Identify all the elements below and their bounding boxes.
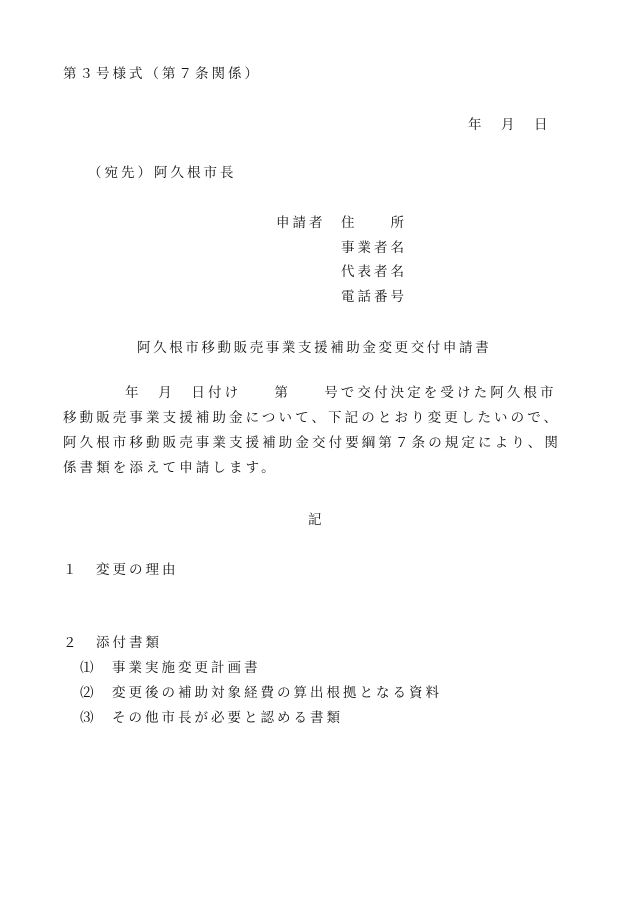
- addressee: （宛先）阿久根市長: [88, 165, 237, 181]
- attachment-number: ⑴: [80, 660, 94, 676]
- body-text: 年 月 日付け 第 号で交付決定を受けた阿久根市移動販売事業支援補助金について、下記のとおり変更したいので、阿久根市移動販売事業支援補助金交付要綱第７条の規定により、関係書類を添えて申請します。: [63, 385, 561, 476]
- applicant-field-business-name: 事業者名: [341, 240, 407, 256]
- date-line: 年 月 日: [468, 117, 551, 133]
- body-paragraph: [63, 381, 573, 481]
- attachment-text: 事業実施変更計画書: [112, 660, 261, 676]
- section-change-reason: １ 変更の理由: [63, 562, 179, 578]
- section-attachments: ２ 添付書類: [63, 635, 162, 651]
- document-title: 阿久根市移動販売事業支援補助金変更交付申請書: [137, 340, 492, 356]
- attachment-text: その他市長が必要と認める書類: [112, 710, 343, 726]
- applicant-label: 申請者: [276, 215, 326, 231]
- applicant-field-phone: 電話番号: [341, 289, 407, 305]
- attachment-item: [80, 662, 261, 676]
- attachment-item: [80, 712, 343, 726]
- form-number: 第３号様式（第７条関係）: [63, 66, 261, 82]
- applicant-field-representative: 代表者名: [341, 264, 407, 280]
- ki-mark: 記: [308, 512, 325, 528]
- applicant-field-address: 住 所: [341, 215, 407, 231]
- attachment-item: [80, 687, 442, 701]
- attachment-number: ⑵: [80, 685, 94, 701]
- attachment-text: 変更後の補助対象経費の算出根拠となる資料: [112, 685, 442, 701]
- attachment-number: ⑶: [80, 710, 94, 726]
